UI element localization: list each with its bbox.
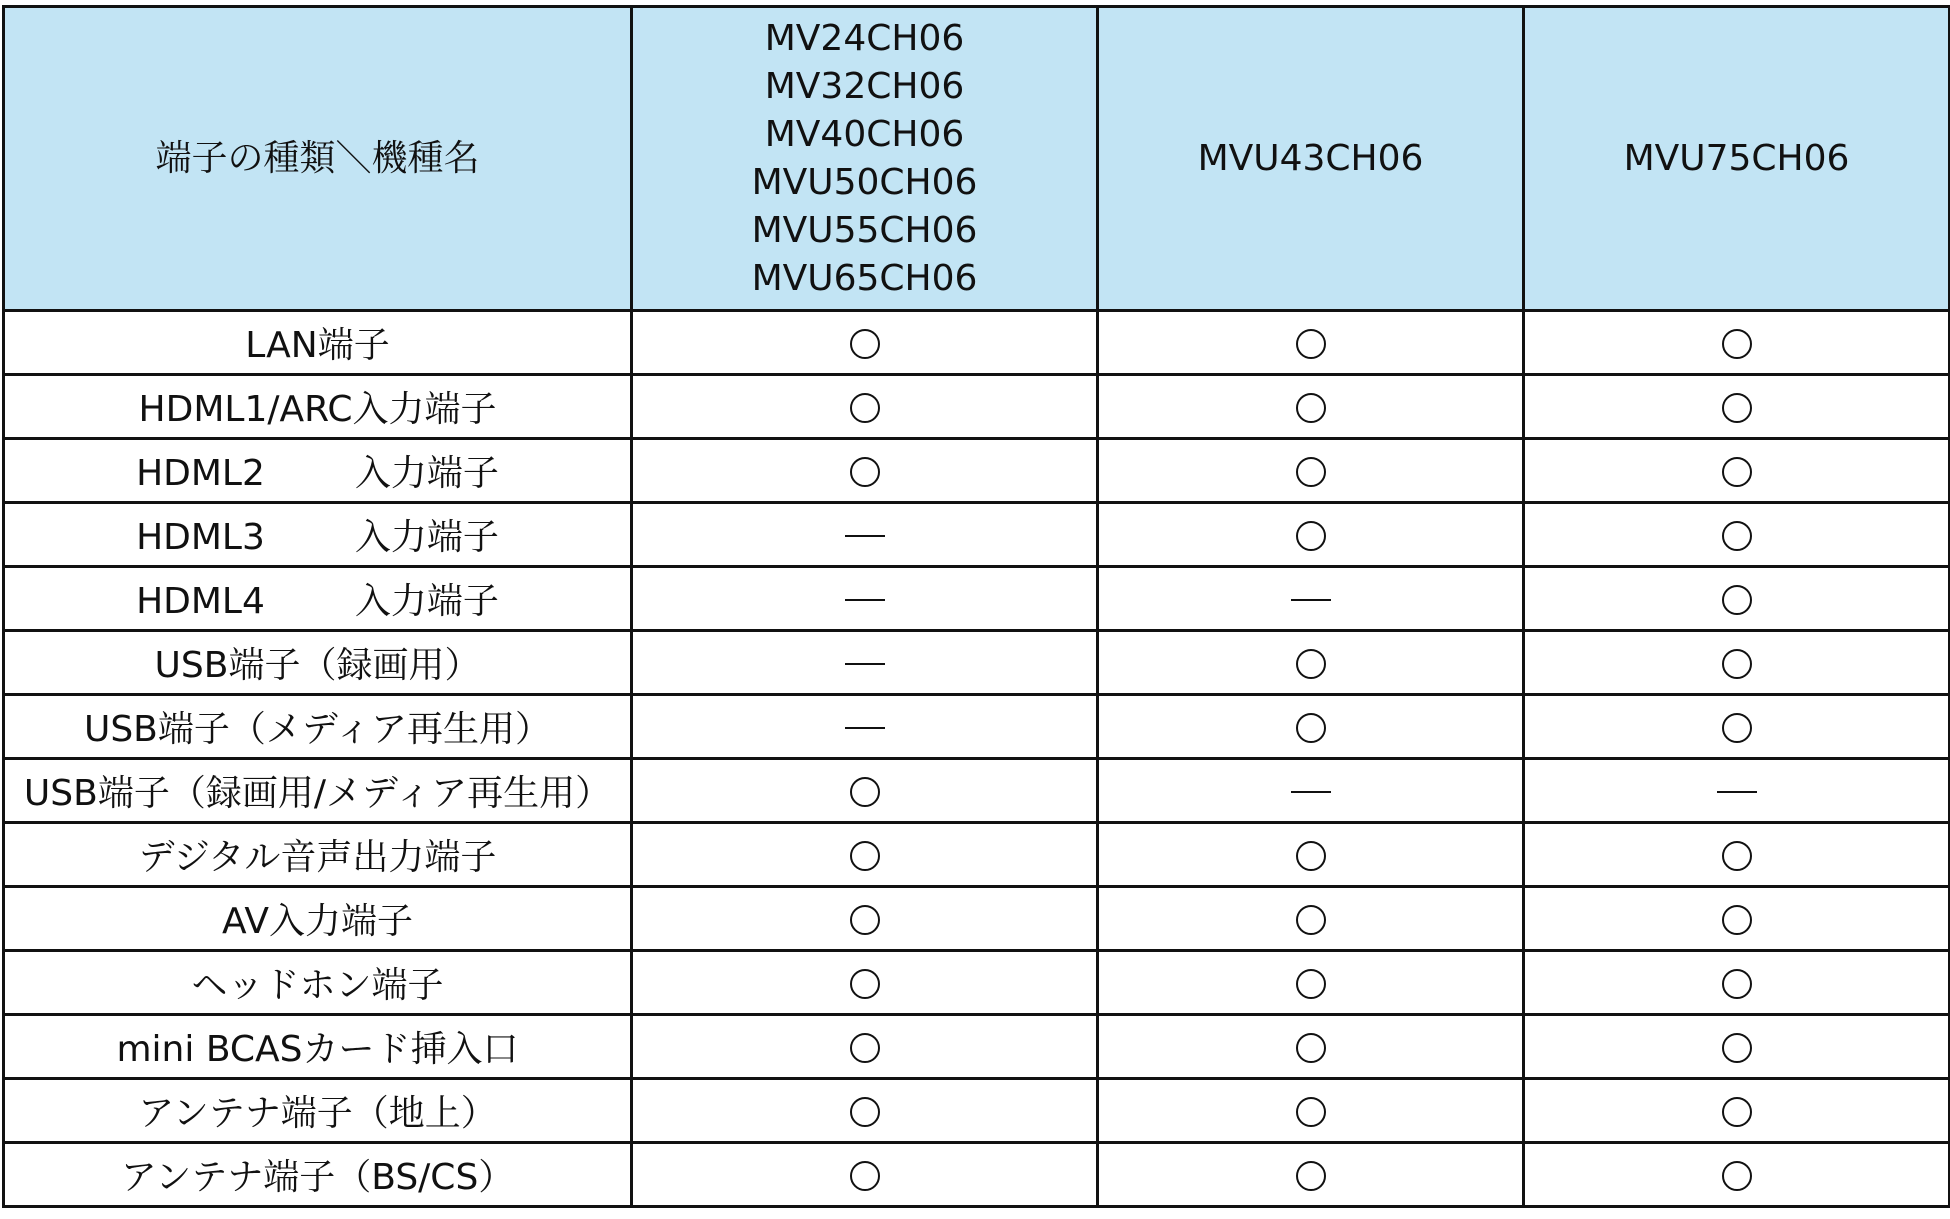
terminal-type-label: mini BCASカード挿入口 — [116, 1029, 519, 1070]
supported-circle-mark — [1722, 969, 1752, 999]
supported-circle-mark — [1296, 1097, 1326, 1127]
availability-cell — [632, 1079, 1098, 1143]
table-row — [4, 887, 1950, 951]
supported-circle-mark — [1722, 713, 1752, 743]
supported-circle-mark — [1722, 521, 1752, 551]
model-name: MVU75CH06 — [1623, 137, 1850, 179]
supported-circle-mark — [1296, 649, 1326, 679]
availability-cell — [1098, 375, 1524, 439]
table-row — [4, 1079, 1950, 1143]
terminal-type-label: USB端子（録画用） — [154, 645, 481, 686]
not-supported-dash-mark — [845, 663, 885, 665]
table-row — [4, 759, 1950, 823]
model-name: MV24CH06 — [764, 17, 965, 59]
header-model-column-3 — [1524, 7, 1950, 311]
terminal-type-cell — [4, 1143, 632, 1207]
terminal-type-label: HDML3 — [136, 517, 265, 558]
supported-circle-mark — [1722, 649, 1752, 679]
availability-cell — [1524, 759, 1950, 823]
terminal-type-cell — [4, 695, 632, 759]
availability-cell — [1098, 1143, 1524, 1207]
availability-cell — [1098, 1015, 1524, 1079]
availability-cell — [1524, 951, 1950, 1015]
availability-cell — [1098, 695, 1524, 759]
availability-cell — [632, 375, 1098, 439]
supported-circle-mark — [850, 329, 880, 359]
availability-cell — [1524, 375, 1950, 439]
supported-circle-mark — [850, 841, 880, 871]
availability-cell — [632, 887, 1098, 951]
not-supported-dash-mark — [1291, 599, 1331, 601]
not-supported-dash-mark — [845, 727, 885, 729]
header-model-column-2 — [1098, 7, 1524, 311]
model-name: MVU65CH06 — [751, 257, 978, 299]
table-row — [4, 631, 1950, 695]
availability-cell — [632, 439, 1098, 503]
model-name: MV32CH06 — [764, 65, 965, 107]
header-model-column-1 — [632, 7, 1098, 311]
terminal-type-cell — [4, 311, 632, 375]
table-row — [4, 823, 1950, 887]
terminal-type-label: デジタル音声出力端子 — [138, 837, 497, 878]
availability-cell — [632, 1015, 1098, 1079]
supported-circle-mark — [850, 1033, 880, 1063]
terminal-type-label: HDML4 — [136, 581, 265, 622]
terminal-type-label: アンテナ端子（BS/CS） — [120, 1157, 515, 1198]
supported-circle-mark — [1296, 521, 1326, 551]
availability-cell — [1098, 759, 1524, 823]
availability-cell — [1524, 311, 1950, 375]
supported-circle-mark — [1722, 1033, 1752, 1063]
model-name: MVU50CH06 — [751, 161, 978, 203]
terminal-type-cell — [4, 439, 632, 503]
table-row — [4, 375, 1950, 439]
supported-circle-mark — [1296, 1161, 1326, 1191]
table-row — [4, 1015, 1950, 1079]
supported-circle-mark — [1722, 329, 1752, 359]
terminal-type-cell — [4, 631, 632, 695]
corner-label: 端子の種類＼機種名 — [155, 137, 480, 179]
terminal-type-cell — [4, 951, 632, 1015]
model-name: MV40CH06 — [764, 113, 965, 155]
table-header — [4, 7, 1950, 311]
availability-cell — [632, 759, 1098, 823]
not-supported-dash-mark — [1717, 791, 1757, 793]
supported-circle-mark — [1296, 1033, 1326, 1063]
availability-cell — [1524, 1143, 1950, 1207]
supported-circle-mark — [1296, 905, 1326, 935]
availability-cell — [1524, 567, 1950, 631]
availability-cell — [1098, 439, 1524, 503]
supported-circle-mark — [1722, 905, 1752, 935]
terminal-type-cell — [4, 375, 632, 439]
availability-cell — [1524, 1015, 1950, 1079]
supported-circle-mark — [1722, 393, 1752, 423]
supported-circle-mark — [1296, 841, 1326, 871]
availability-cell — [1098, 631, 1524, 695]
availability-cell — [632, 631, 1098, 695]
terminal-type-label: HDML2 — [136, 453, 265, 494]
table-body — [4, 311, 1950, 1207]
table-row — [4, 311, 1950, 375]
availability-cell — [1524, 439, 1950, 503]
availability-cell — [1524, 631, 1950, 695]
terminal-type-cell — [4, 503, 632, 567]
supported-circle-mark — [1296, 329, 1326, 359]
supported-circle-mark — [1296, 457, 1326, 487]
header-corner-cell — [4, 7, 632, 311]
availability-cell — [1098, 823, 1524, 887]
not-supported-dash-mark — [845, 535, 885, 537]
table-row — [4, 439, 1950, 503]
supported-circle-mark — [1296, 969, 1326, 999]
terminal-type-label: ヘッドホン端子 — [191, 965, 444, 1006]
availability-cell — [632, 1143, 1098, 1207]
table-row — [4, 503, 1950, 567]
table-row — [4, 567, 1950, 631]
not-supported-dash-mark — [845, 599, 885, 601]
availability-cell — [1098, 311, 1524, 375]
availability-cell — [632, 823, 1098, 887]
availability-cell — [1524, 503, 1950, 567]
terminal-type-label: HDML1/ARC入力端子 — [138, 389, 497, 430]
model-name: MVU43CH06 — [1197, 137, 1424, 179]
availability-cell — [1098, 567, 1524, 631]
terminal-type-cell — [4, 887, 632, 951]
table-row — [4, 1143, 1950, 1207]
supported-circle-mark — [1722, 457, 1752, 487]
not-supported-dash-mark — [1291, 791, 1331, 793]
terminal-type-cell — [4, 759, 632, 823]
table-row — [4, 695, 1950, 759]
terminal-type-suffix: 入力端子 — [354, 581, 499, 622]
availability-cell — [1524, 823, 1950, 887]
terminal-type-cell — [4, 567, 632, 631]
availability-cell — [632, 567, 1098, 631]
supported-circle-mark — [850, 777, 880, 807]
supported-circle-mark — [850, 393, 880, 423]
supported-circle-mark — [1722, 1097, 1752, 1127]
supported-circle-mark — [1722, 841, 1752, 871]
supported-circle-mark — [850, 969, 880, 999]
availability-cell — [1524, 887, 1950, 951]
availability-cell — [632, 311, 1098, 375]
supported-circle-mark — [1722, 585, 1752, 615]
terminal-type-label: AV入力端子 — [222, 901, 413, 942]
availability-cell — [1524, 1079, 1950, 1143]
supported-circle-mark — [850, 457, 880, 487]
availability-cell — [1524, 695, 1950, 759]
supported-circle-mark — [850, 905, 880, 935]
terminal-type-cell — [4, 1015, 632, 1079]
availability-cell — [632, 503, 1098, 567]
availability-cell — [1098, 1079, 1524, 1143]
terminal-type-label: USB端子（録画用/メディア再生用） — [23, 773, 612, 814]
terminal-type-label: LAN端子 — [245, 325, 390, 366]
availability-cell — [1098, 503, 1524, 567]
supported-circle-mark — [850, 1097, 880, 1127]
terminal-type-label: USB端子（メディア再生用） — [83, 709, 552, 750]
supported-circle-mark — [850, 1161, 880, 1191]
model-name: MVU55CH06 — [751, 209, 978, 251]
supported-circle-mark — [1722, 1161, 1752, 1191]
supported-circle-mark — [1296, 393, 1326, 423]
terminal-type-cell — [4, 823, 632, 887]
terminal-type-suffix: 入力端子 — [354, 453, 499, 494]
terminal-spec-table — [2, 5, 1950, 1208]
terminal-type-label: アンテナ端子（地上） — [138, 1093, 497, 1134]
supported-circle-mark — [1296, 713, 1326, 743]
availability-cell — [1098, 951, 1524, 1015]
header-row — [4, 7, 1950, 311]
availability-cell — [632, 951, 1098, 1015]
availability-cell — [1098, 887, 1524, 951]
terminal-type-suffix: 入力端子 — [354, 517, 499, 558]
availability-cell — [632, 695, 1098, 759]
terminal-type-cell — [4, 1079, 632, 1143]
table-row — [4, 951, 1950, 1015]
